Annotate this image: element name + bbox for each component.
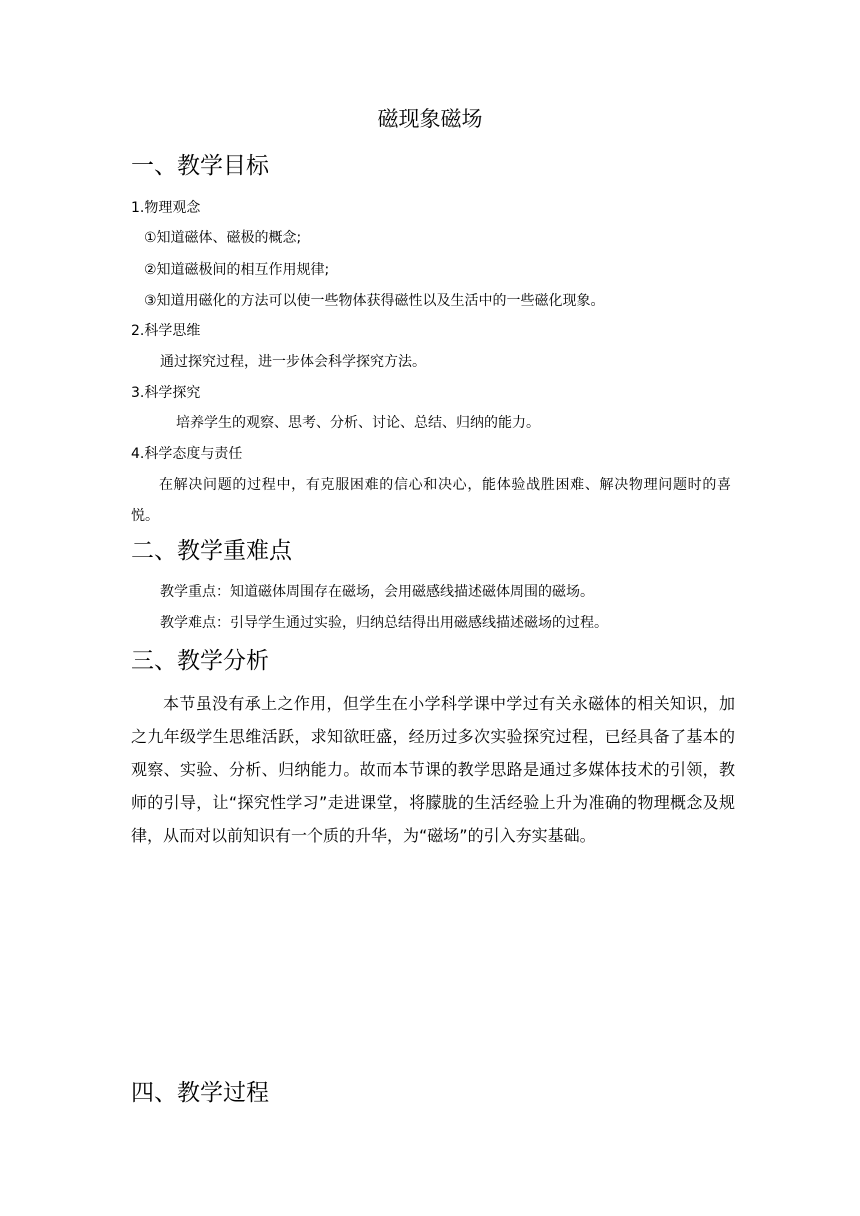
subsection-label-scientific-thinking: 2.科学思维 <box>131 323 201 339</box>
section-heading-objectives: 一、教学目标 <box>131 153 269 179</box>
subsection-label-physics-concepts: 1.物理观念 <box>131 200 201 216</box>
difficulty-item: 教学难点：引导学生通过实验，归纳总结得出用磁感线描述磁场的过程。 <box>160 615 608 631</box>
subsection-label-scientific-inquiry: 3.科学探究 <box>131 385 201 401</box>
section-heading-key-points: 二、教学重难点 <box>131 538 292 564</box>
section-heading-process: 四、教学过程 <box>131 1080 269 1106</box>
section-heading-analysis: 三、教学分析 <box>131 648 269 674</box>
key-point-item: 教学重点：知道磁体周围存在磁场，会用磁感线描述磁体周围的磁场。 <box>160 584 594 600</box>
thinking-item: 通过探究过程，进一步体会科学探究方法。 <box>160 354 426 370</box>
subsection-label-attitude-responsibility: 4.科学态度与责任 <box>131 446 243 462</box>
objective-item-1: ①知道磁体、磁极的概念; <box>144 230 302 246</box>
objective-item-2: ②知道磁极间的相互作用规律; <box>144 262 330 278</box>
attitude-paragraph: 在解决问题的过程中，有克服困难的信心和决心，能体验战胜困难、解决物理问题时的喜悦。 <box>131 477 731 524</box>
inquiry-item: 培养学生的观察、思考、分析、讨论、总结、归纳的能力。 <box>176 415 540 431</box>
analysis-paragraph: 本节虽没有承上之作用，但学生在小学科学课中学过有关永磁体的相关知识，加之九年级学生思维活跃，求知欲旺盛，经历过多次实验探究过程，已经具备了基本的观察、实验、分析、归纳能力。故而本节课的教学思路是通过多媒体技术的引领，教师的引导，让“探究性学习”走进课堂，将朦胧的生活经验上升为准确的物理概念及规律，从而对以前知识有一个质的升华，为“磁场”的引入夯实基础。 <box>131 694 735 845</box>
document-title: 磁现象磁场 <box>377 107 483 131</box>
objective-item-3: ③知道用磁化的方法可以使一些物体获得磁性以及生活中的一些磁化现象。 <box>144 293 605 309</box>
